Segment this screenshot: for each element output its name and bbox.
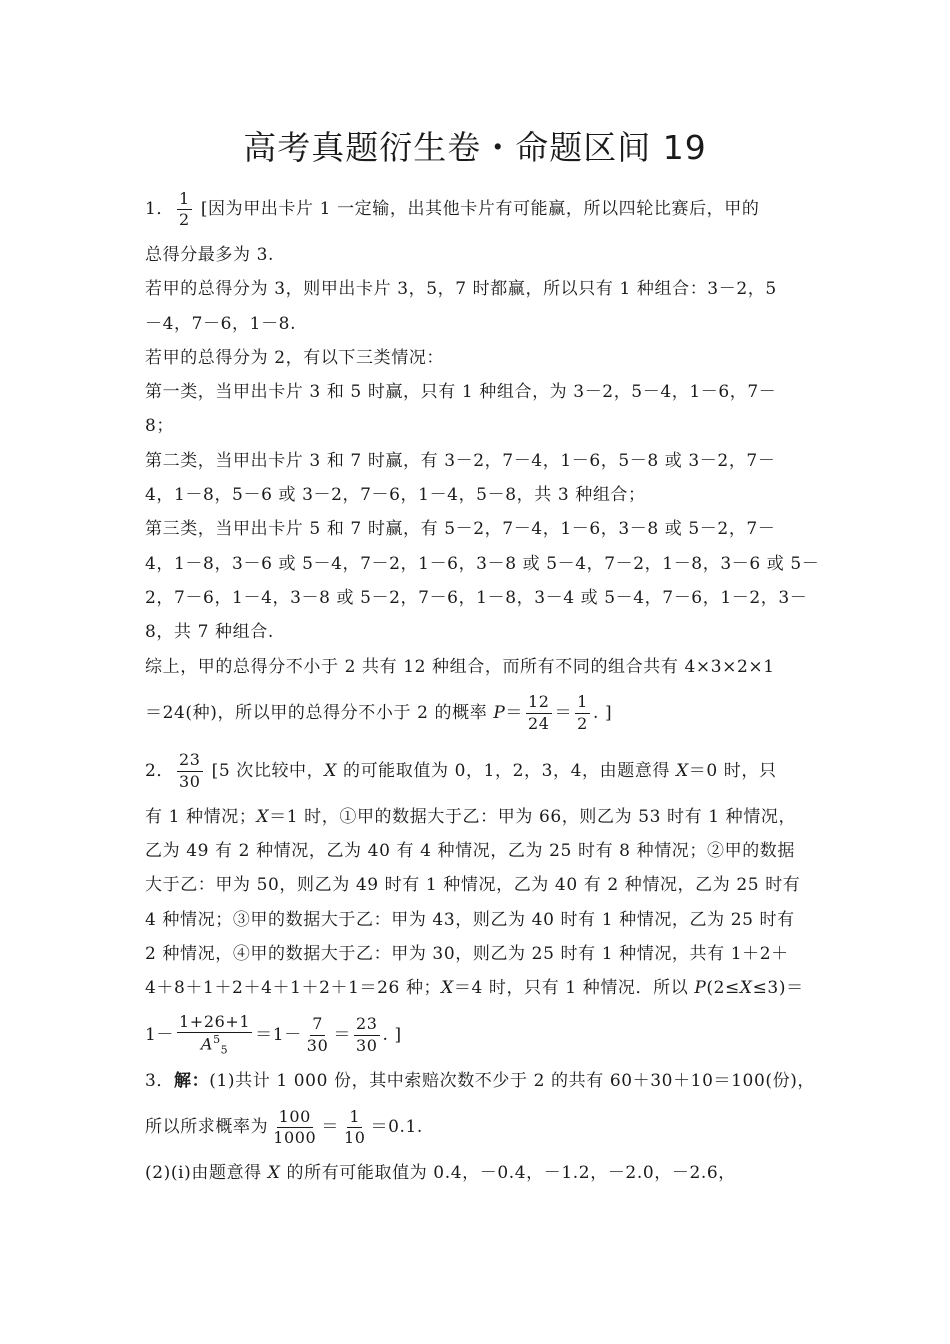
- q2-line-2: 有 1 种情况；X＝1 时，①甲的数据大于乙：甲为 66，则乙为 53 时有 1 种情况，: [145, 806, 797, 827]
- q1-line-4: －4，7－6，1－8.: [145, 313, 297, 334]
- q2-line-7: 4＋8＋1＋2＋4＋1＋2＋1＝26 种；X＝4 时，只有 1 种情况．所以 P(2≤X≤3)＝: [145, 978, 804, 999]
- fraction-23-30: $\frac{23}{30}$: [355, 1014, 378, 1055]
- q1-line-5: 若甲的总得分为 2，有以下三类情况：: [145, 347, 445, 368]
- q2-number: 2．: [145, 760, 175, 781]
- q1-line-2: 总得分最多为 3.: [145, 245, 275, 265]
- q1-line-9: 4，1－8，5－6 或 3－2，7－6，1－4，5－8，共 3 种组合；: [145, 485, 646, 506]
- fraction-12-24: $\frac{12}{24}$: [527, 692, 550, 733]
- q1-line-12: 2，7－6，1－4，3－8 或 5－2，7－6，1－8，3－4 或 5－4，7－6，1－2，3－: [145, 587, 808, 608]
- fraction-7-30: $\frac{7}{30}$: [306, 1014, 329, 1055]
- q1-line-7: 8；: [145, 416, 175, 437]
- q1-line-1: 1． $\frac{1}{2}$ [因为甲出卡片 1 一定输，出其他卡片有可能赢，所以四轮比赛后，甲的: [145, 188, 760, 229]
- q1-answer-fraction: $\frac{1}{2}$: [179, 188, 190, 229]
- q2-line-5: 4 种情况；③甲的数据大于乙：甲为 43，则乙为 40 时有 1 种情况，乙为 25 时有: [145, 909, 795, 930]
- q2-answer-fraction: $\frac{23}{30}$: [179, 750, 201, 791]
- q1-line-3: 若甲的总得分为 3，则甲出卡片 3，5，7 时都赢，所以只有 1 种组合：3－2，5: [145, 279, 777, 300]
- fraction-100-1000: $\frac{100}{1000}$: [273, 1106, 317, 1147]
- q3-label: 解：: [174, 1070, 210, 1091]
- q3-number: 3．: [145, 1070, 175, 1091]
- q3-line-2: 所以所求概率为 $\frac{100}{1000}$ ＝ $\frac{1}{10}$ ＝0.1.: [145, 1106, 423, 1147]
- q2-line-6: 2 种情况，④甲的数据大于乙：甲为 30，则乙为 25 时有 1 种情况，共有 1＋2＋: [145, 944, 789, 965]
- q1-line-10: 第三类，当甲出卡片 5 和 7 时赢，有 5－2，7－4，1－6，3－8 或 5－2，7－: [145, 519, 776, 540]
- fraction-1-10: $\frac{1}{10}$: [343, 1106, 366, 1147]
- fraction-1-2: $\frac{1}{2}$: [577, 692, 588, 733]
- q2-line-4: 大于乙：甲为 50，则乙为 49 时有 1 种情况，乙为 40 有 2 种情况，乙为 25 时有: [145, 875, 801, 896]
- q1-line-11: 4，1－8，3－6 或 5－4，7－2，1－6，3－8 或 5－4，7－2，1－8，3－6 或 5－: [145, 553, 820, 574]
- solution-body: [145, 180, 820, 1190]
- q3-line-3: (2)(ⅰ)由题意得 X 的所有可能取值为 0.4，－0.4，－1.2，－2.0，－2.6，: [145, 1162, 736, 1183]
- q2-line-3: 乙为 49 有 2 种情况，乙为 40 有 4 种情况，乙为 25 时有 8 种情况；②甲的数据: [145, 841, 795, 862]
- q1-line-14: 综上，甲的总得分不小于 2 共有 12 种组合，而所有不同的组合共有 4×3×2×1: [145, 656, 775, 677]
- q2-line-1: 2． $\frac{23}{30}$ [5 次比较中，X 的可能取值为 0，1，2，3，4，由题意得 X＝0 时，只: [145, 750, 777, 791]
- q1-line-8: 第二类，当甲出卡片 3 和 7 时赢，有 3－2，7－4，1－6，5－8 或 3－2，7－: [145, 450, 776, 471]
- q2-line-8: 1－ $\frac{1+26+1}{A^5_5}$ ＝1－ $\frac{7}{30}$ ＝ $\frac{23}{30}$ . ]: [145, 1011, 402, 1057]
- q1-line-6: 第一类，当甲出卡片 3 和 5 时赢，只有 1 种组合，为 3－2，5－4，1－6，7－: [145, 382, 777, 403]
- q1-line-13: 8，共 7 种组合.: [145, 622, 274, 643]
- page-title: 高考真题衍生卷・命题区间 19: [243, 128, 707, 167]
- q3-line-1: 3．解：(1)共计 1 000 份，其中索赔次数不少于 2 的共有 60＋30＋10＝100(份)，: [145, 1070, 816, 1091]
- fraction-28-over-a55: $\frac{1+26+1}{A^5_5}$: [179, 1011, 251, 1057]
- q1-line-15: ＝24(种)，所以甲的总得分不小于 2 的概率 P＝ $\frac{12}{24}$ ＝ $\frac{1}{2}$ . ]: [145, 692, 613, 733]
- q1-number: 1．: [145, 199, 175, 219]
